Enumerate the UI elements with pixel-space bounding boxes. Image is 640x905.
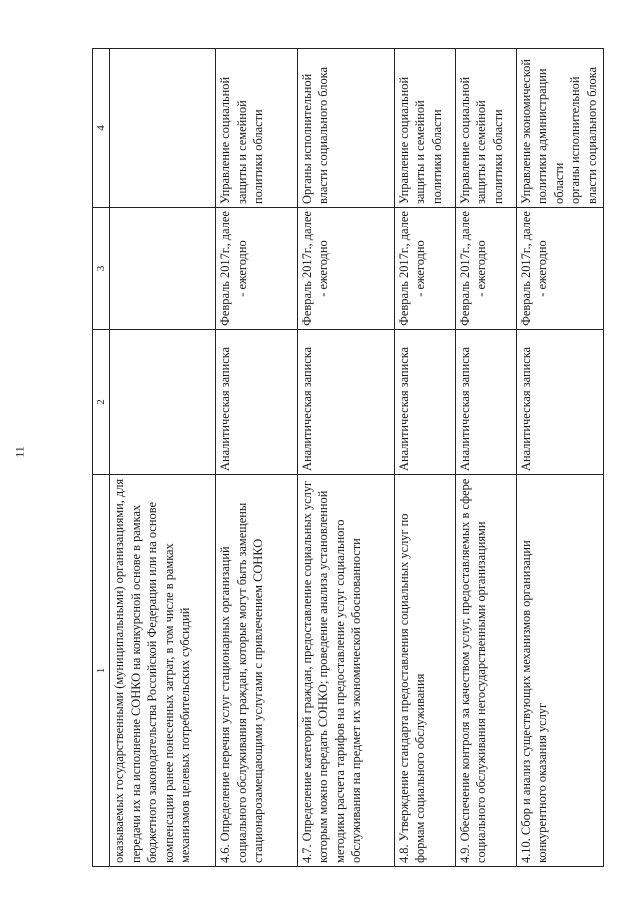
measure-cell: 4.7. Определение категорий граждан, предоставление социальных услуг которым можно передать СОНКО; проведение анализа установленной методики расчета тарифов на предоставление услуг социального обслуживания на предмет их экономической обоснованности — [297, 475, 394, 867]
responsible-cell: Управление социальной защиты и семейной политики области — [455, 49, 516, 208]
document-cell: Аналитическая записка — [455, 330, 516, 475]
rotated-page — [92, 59, 604, 867]
column-header-4: 4 — [93, 49, 110, 208]
deadline-cell — [110, 208, 216, 330]
responsible-cell: Управление социальной защиты и семейной политики области — [216, 49, 298, 208]
deadline-cell: Февраль 2017г., далее - ежегодно — [297, 208, 394, 330]
document-cell — [110, 330, 216, 475]
measure-cell: оказываемых государственными (муниципальными) организациями, для передачи их на исполнение СОНКО на конкурсной основе в рамках бюджетного законодательства Российской Федерации или на основе компенсации ранее понесенных затрат, в том числе в рамках механизмов целевых потребительских субсидий — [110, 475, 216, 867]
measures-table — [92, 48, 604, 867]
page-number: 11 — [12, 446, 27, 458]
deadline-cell: Февраль 2017г., далее - ежегодно — [394, 208, 455, 330]
deadline-cell: Февраль 2017г., далее - ежегодно — [216, 208, 298, 330]
table-row — [394, 49, 455, 867]
responsible-cell: Управление социальной защиты и семейной политики области — [394, 49, 455, 208]
measure-cell: 4.10. Сбор и анализ существующих механизмов организации конкурентного оказания услуг — [516, 475, 603, 867]
deadline-cell: Февраль 2017г., далее - ежегодно — [516, 208, 603, 330]
table-row — [455, 49, 516, 867]
document-cell: Аналитическая записка — [297, 330, 394, 475]
table-row — [110, 49, 216, 867]
responsible-cell — [110, 49, 216, 208]
column-header-2: 2 — [93, 330, 110, 475]
responsible-cell: Управление экономической политики администрации области органы исполнительной власти социального блока — [516, 49, 603, 208]
measure-cell: 4.6. Определение перечня услуг стационарных организаций социального обслуживания граждан, которые могут быть замещены стационарозамещающими услугами с привлечением СОНКО — [216, 475, 298, 867]
deadline-cell: Февраль 2017г., далее - ежегодно — [455, 208, 516, 330]
table-header-row — [93, 49, 110, 867]
measure-cell: 4.9. Обеспечение контроля за качеством услуг, предоставляемых в сфере социального обслуживания негосударственными организациями — [455, 475, 516, 867]
responsible-cell: Органы исполнительной власти социального блока — [297, 49, 394, 208]
document-cell: Аналитическая записка — [516, 330, 603, 475]
document-cell: Аналитическая записка — [216, 330, 298, 475]
table-row — [216, 49, 298, 867]
column-header-3: 3 — [93, 208, 110, 330]
table-row — [297, 49, 394, 867]
column-header-1: 1 — [93, 475, 110, 867]
table-row — [516, 49, 603, 867]
document-cell: Аналитическая записка — [394, 330, 455, 475]
measure-cell: 4.8. Утверждение стандарта предоставления социальных услуг по формам социального обслуживания — [394, 475, 455, 867]
